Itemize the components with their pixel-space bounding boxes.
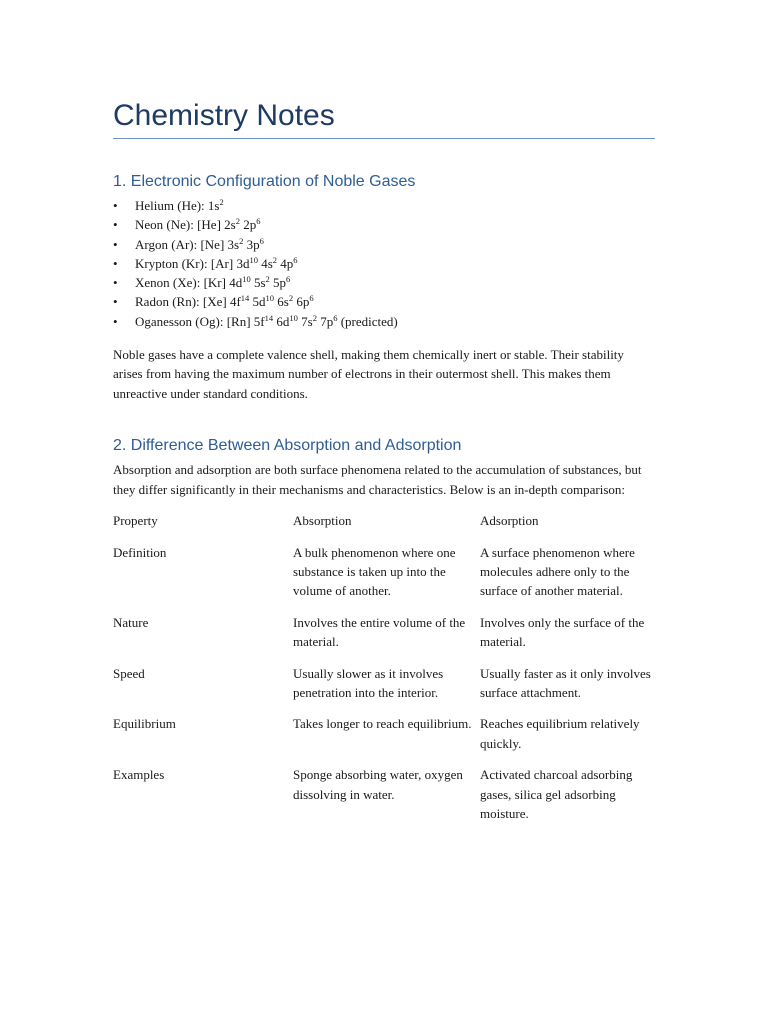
table-cell: Reaches equilibrium relatively quickly. [480,716,640,751]
table-cell: Speed [113,665,145,681]
list-item-text: 4p [277,255,294,271]
superscript: 14 [264,312,274,323]
bullet-icon: • [113,236,118,252]
title-divider [113,138,655,139]
superscript: 6 [286,274,291,285]
superscript: 2 [239,235,244,246]
superscript: 10 [289,312,298,323]
table-header-cell: Property [113,513,158,529]
list-item [113,235,655,254]
list-item-text: 2p [239,217,257,233]
table-cell: Involves only the surface of the material. [480,614,645,650]
superscript: 10 [242,274,251,285]
list-item [113,312,655,331]
superscript: 6 [256,216,261,227]
list-item-text: 5s [250,275,266,291]
superscript: 10 [265,293,275,304]
list-item-text: Krypton (Kr): [Ar] 3d [135,255,250,271]
table-cell: Takes longer to reach equilibrium. [293,716,472,732]
comparison-intro-paragraph: Absorption and adsorption are both surface phenomena related to the accumulation of substances, but they differ significantly in their mechanisms and characteristics. Below is an in-depth comparison: [113,462,642,497]
superscript: 2 [312,312,317,323]
table-header-cell: Adsorption [480,513,539,529]
table-cell: A bulk phenomenon where one substance is taken up into the volume of another. [293,544,456,599]
section-heading-absorption-adsorption: 2. Difference Between Absorption and Adsorption [113,437,462,455]
list-item-text: Radon (Rn): [Xe] 4f [135,294,241,310]
list-item [113,254,655,273]
superscript: 6 [259,235,264,246]
superscript: 2 [272,254,278,265]
noble-gas-paragraph: Noble gases have a complete valence shell, making them chemically inert or stable. Their stability arises from having the maximum number of electrons in their outermost shell. This makes them unreactive under standard conditions. [113,347,624,401]
list-item-text: 3p [243,236,260,252]
table-cell: Nature [113,614,149,630]
table-cell: Equilibrium [113,716,176,732]
table-cell: Activated charcoal adsorbing gases, silica gel adsorbing moisture. [480,767,633,821]
superscript: 2 [265,274,270,285]
bullet-icon: • [113,294,118,310]
table-row [113,714,655,765]
list-item-text: 7s [297,313,313,329]
table-row [113,543,655,613]
list-item-text: 5p [269,275,287,291]
list-item [113,196,655,215]
list-item [113,292,655,311]
list-item-text: 6s [274,294,289,310]
list-item-text: 6d [273,313,290,329]
table-cell: Involves the entire volume of the material. [293,614,466,650]
list-item-text: 7p [316,313,334,329]
bullet-icon: • [113,198,118,213]
list-item-text: Helium (He): 1s [135,198,220,213]
list-item-text: Argon (Ar): [Ne] 3s [135,236,240,252]
list-item-text: 4s [257,255,273,271]
superscript: 2 [288,293,294,304]
list-item-text: 6p [293,294,310,310]
table-row [113,765,655,835]
table-cell: Sponge absorbing water, oxygen dissolving in water. [293,767,463,802]
superscript: 2 [235,216,240,227]
list-item [113,273,655,292]
table-header-row [113,511,655,542]
list-item-text: 5d [249,294,266,310]
list-item-text: (predicted) [337,313,398,329]
table-cell: Definition [113,544,167,560]
noble-gas-config-list [113,196,655,331]
superscript: 6 [333,312,338,323]
section-heading-noble-gases: 1. Electronic Configuration of Noble Gases [113,173,416,190]
list-item-text: Xenon (Xe): [Kr] 4d [135,275,243,291]
list-item-text: Neon (Ne): [He] 2s [135,217,236,233]
table-cell: A surface phenomenon where molecules adhere only to the surface of another material. [480,544,635,599]
list-item-text: Oganesson (Og): [Rn] 5f [135,313,265,329]
page-title: Chemistry Notes [113,99,335,132]
table-cell: Examples [113,767,165,783]
bullet-icon: • [113,217,118,233]
table-header-cell: Absorption [293,513,352,529]
table-row [113,664,655,715]
comparison-table [113,511,655,835]
superscript: 6 [309,293,314,304]
superscript: 10 [249,254,258,265]
superscript: 14 [240,293,250,304]
bullet-icon: • [113,275,118,291]
table-cell: Usually slower as it involves penetration into the interior. [293,665,444,700]
table-row [113,613,655,664]
table-cell: Usually faster as it only involves surface attachment. [480,665,651,700]
list-item [113,215,655,234]
bullet-icon: • [113,255,118,271]
superscript: 2 [219,197,224,207]
superscript: 6 [293,254,298,265]
bullet-icon: • [113,313,118,329]
